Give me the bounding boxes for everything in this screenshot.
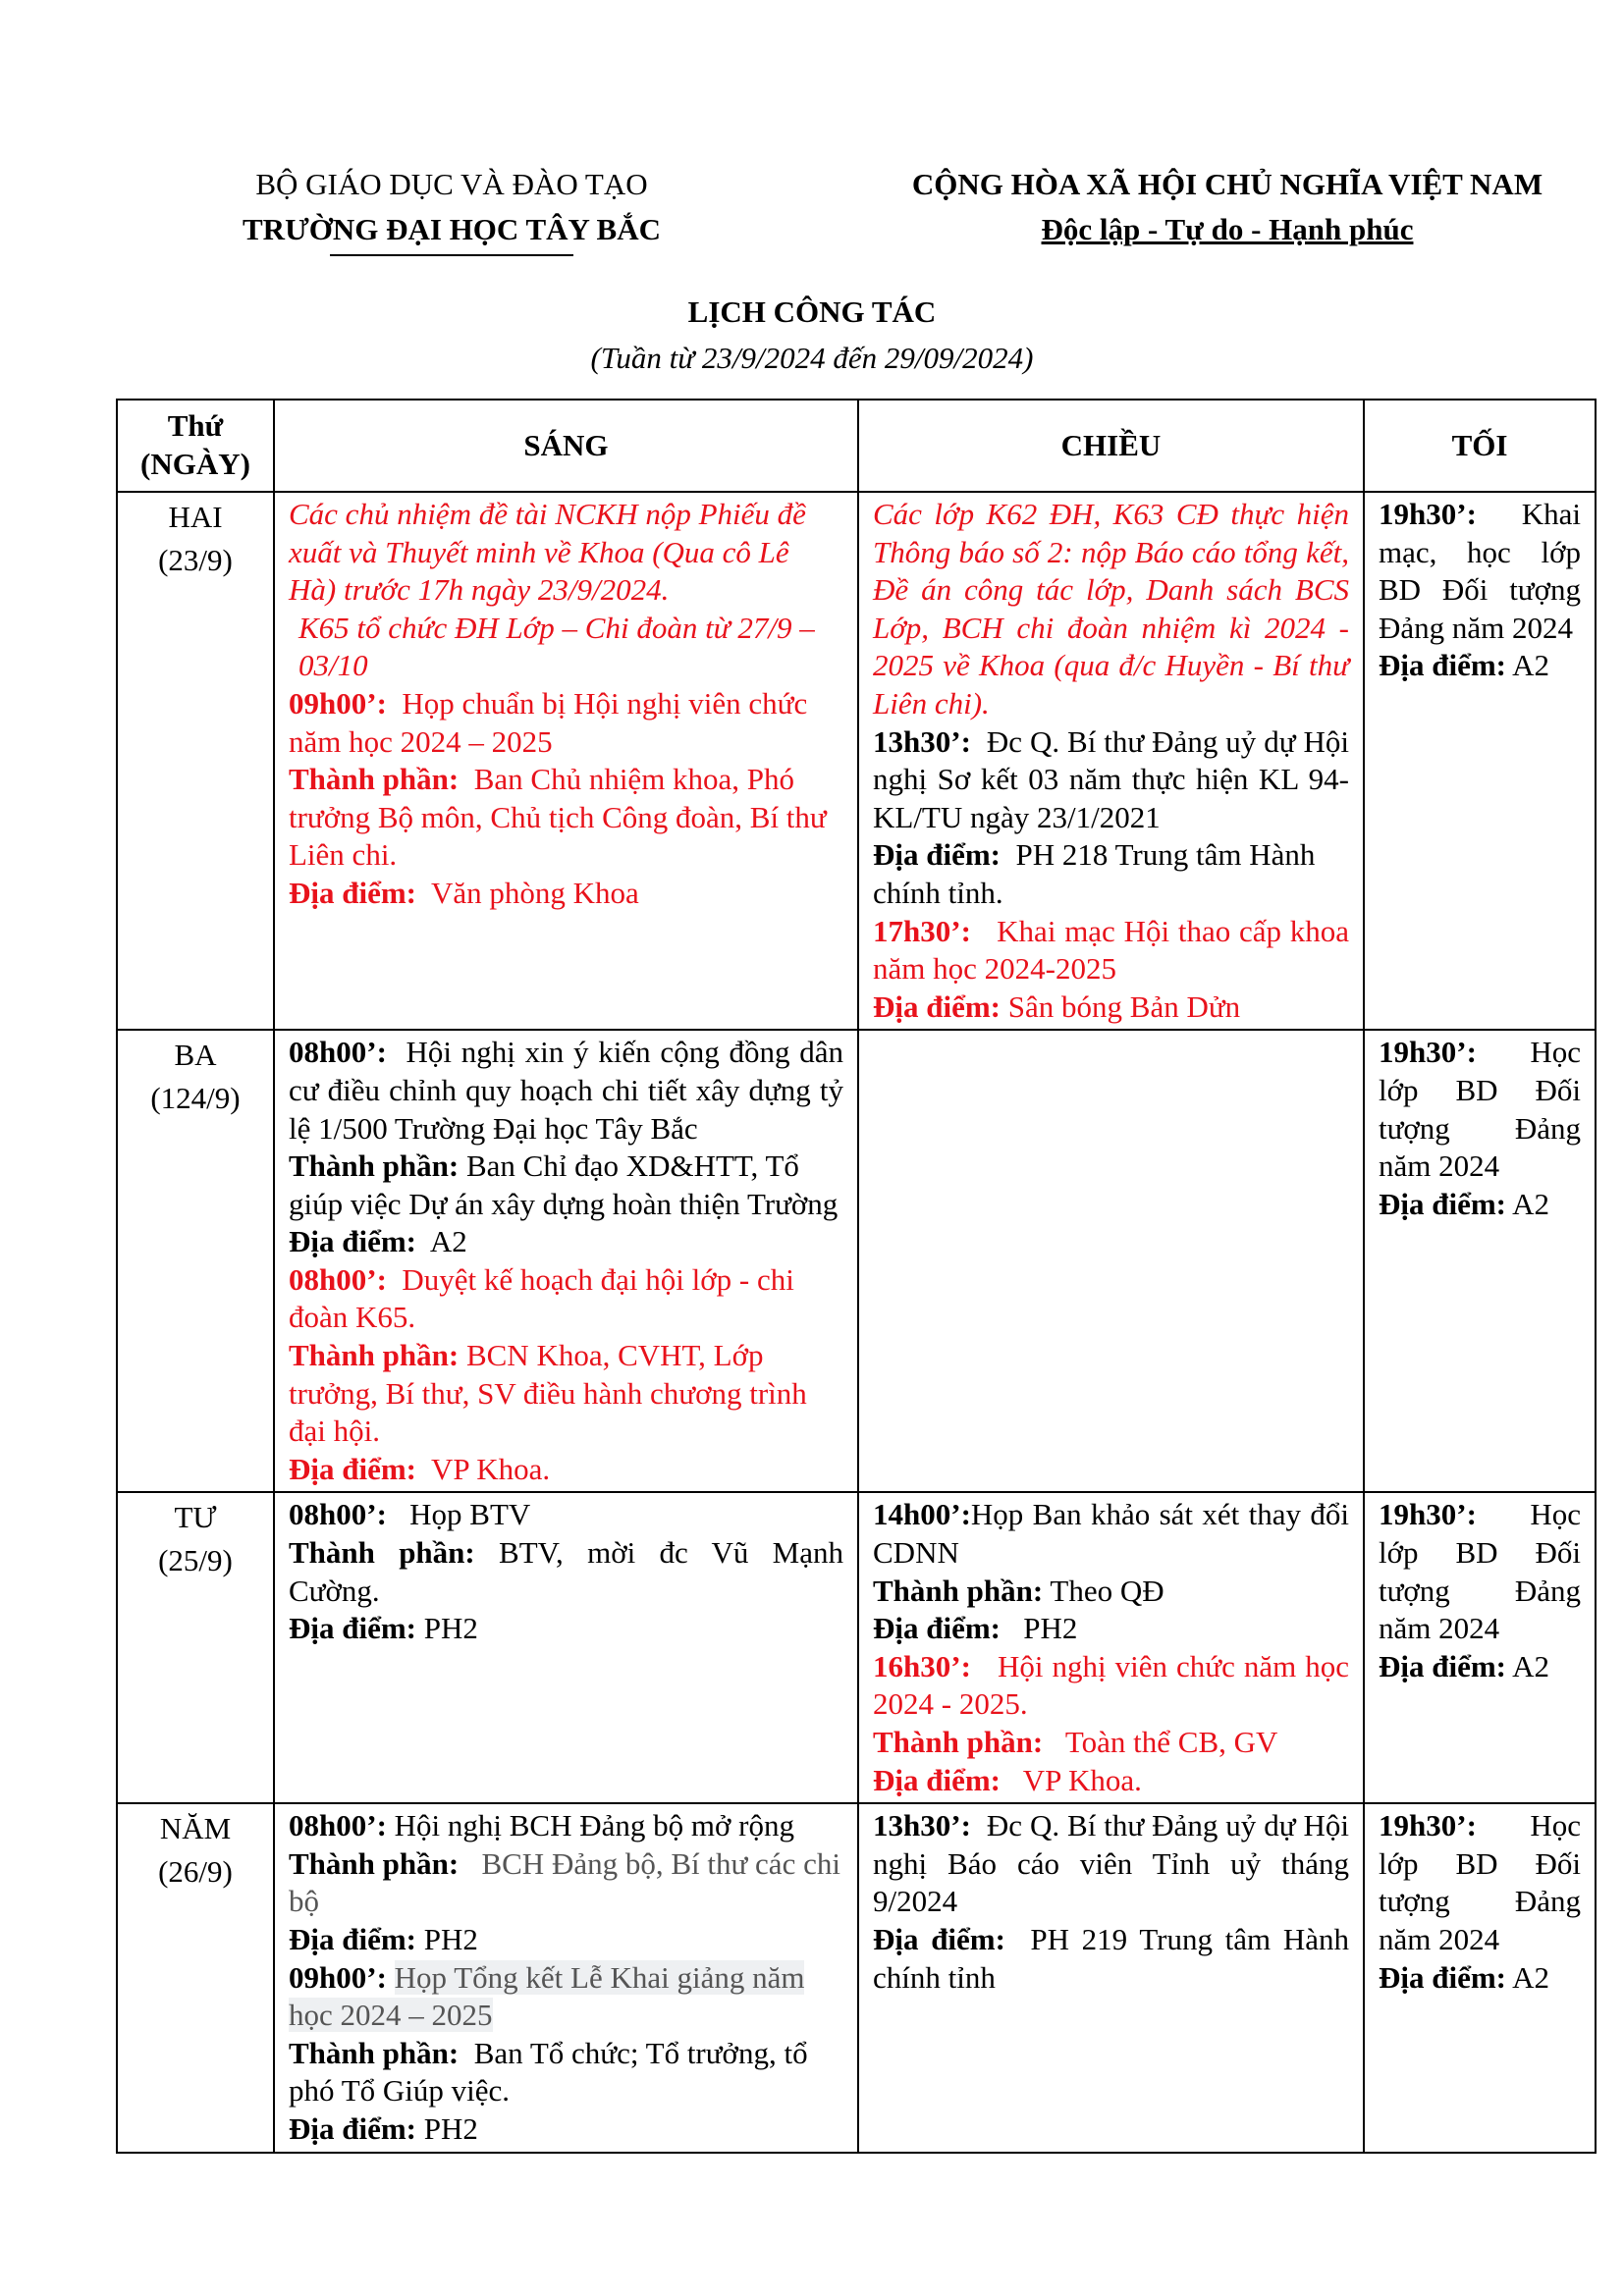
ministry-name: BỘ GIÁO DỤC VÀ ĐÀO TẠO bbox=[255, 167, 648, 201]
table-row bbox=[117, 1030, 1596, 1492]
place-label: Địa điểm: bbox=[873, 1921, 1005, 1956]
day-header-line2: (NGÀY) bbox=[140, 447, 250, 481]
table-row bbox=[117, 492, 1596, 1030]
event-time: 08h00’: bbox=[289, 1035, 387, 1070]
event-title: Họp Ban khảo sát xét thay đổi CDNN bbox=[873, 1497, 1349, 1571]
place-label: Địa điểm: bbox=[289, 875, 417, 910]
place-label: Địa điểm: bbox=[1379, 1959, 1507, 1995]
event-members: BTV, mời đc Vũ Mạnh Cường. bbox=[289, 1535, 843, 1608]
morning-column-header: SÁNG bbox=[274, 400, 858, 492]
event-time: 09h00’: bbox=[289, 685, 387, 721]
place-label: Địa điểm: bbox=[1379, 1186, 1507, 1221]
event-members: Theo QĐ bbox=[1050, 1573, 1164, 1608]
day-name: BA bbox=[174, 1038, 217, 1073]
evening-cell bbox=[1364, 1803, 1596, 2152]
event-members: BCN Khoa, CVHT, Lớp trưởng, Bí thư, SV điều hành chương trình đại hội. bbox=[289, 1338, 807, 1449]
event-members: Ban Chỉ đạo XD&HTT, Tổ giúp việc Dự án xây dựng hoàn thiện Trường bbox=[289, 1148, 839, 1221]
event-place: A2 bbox=[1512, 648, 1549, 683]
members-label: Thành phần: bbox=[873, 1573, 1044, 1608]
members-label: Thành phần: bbox=[289, 762, 460, 797]
place-label: Địa điểm: bbox=[873, 1762, 1001, 1797]
event-place: PH2 bbox=[1023, 1611, 1078, 1646]
event-title: Họp BTV bbox=[409, 1497, 531, 1532]
republic-name: CỘNG HÒA XÃ HỘI CHỦ NGHĨA VIỆT NAM bbox=[911, 167, 1543, 201]
event-title: Hội nghị BCH Đảng bộ mở rộng bbox=[394, 1808, 794, 1843]
event-place: Văn phòng Khoa bbox=[430, 875, 639, 910]
evening-cell bbox=[1364, 1492, 1596, 1803]
day-date: (26/9) bbox=[158, 1854, 233, 1890]
morning-cell bbox=[274, 1492, 858, 1803]
morning-cell bbox=[274, 492, 858, 1030]
evening-column-header: TỐI bbox=[1364, 400, 1596, 492]
event-time: 19h30’: bbox=[1379, 1808, 1477, 1843]
day-cell bbox=[117, 1030, 274, 1492]
event-place: PH 218 Trung tâm Hành chính tỉnh. bbox=[873, 837, 1316, 910]
table-row bbox=[117, 1492, 1596, 1803]
announcement: K65 tổ chức ĐH Lớp – Chi đoàn từ 27/9 – 03/10 bbox=[298, 610, 815, 683]
evening-cell bbox=[1364, 492, 1596, 1030]
event-place: PH2 bbox=[423, 1921, 478, 1956]
event-place: A2 bbox=[1512, 1186, 1549, 1221]
day-name: TƯ bbox=[174, 1500, 217, 1535]
event-time: 08h00’: bbox=[289, 1808, 387, 1843]
members-label: Thành phần: bbox=[873, 1725, 1044, 1759]
place-label: Địa điểm: bbox=[873, 837, 1001, 873]
event-title: Họp Tổng kết Lễ Khai giảng năm học 2024 – 2025 bbox=[289, 1959, 805, 2033]
university-name: TRƯỜNG ĐẠI HỌC TÂY BẮC bbox=[243, 212, 661, 246]
morning-cell bbox=[274, 1030, 858, 1492]
event-members: Ban Chủ nhiệm khoa, Phó trưởng Bộ môn, Chủ tịch Công đoàn, Bí thư Liên chi. bbox=[289, 762, 827, 873]
place-label: Địa điểm: bbox=[1379, 1648, 1507, 1683]
event-title: Học lớp BD Đối tượng Đảng năm 2024 bbox=[1379, 1808, 1581, 1956]
event-title: Học lớp BD Đối tượng Đảng năm 2024 bbox=[1379, 1035, 1581, 1184]
place-label: Địa điểm: bbox=[289, 1921, 417, 1956]
announcement: Các lớp K62 ĐH, K63 CĐ thực hiện Thông báo số 2: nộp Báo cáo tổng kết, Đề án công tác lớp, Danh sách BCS Lớp, BCH chi đoàn nhiệm kì 2024 - 2025 về Khoa (qua đ/c Huyền - Bí thư Liên chi). bbox=[873, 497, 1349, 721]
national-motto: Độc lập - Tự do - Hạnh phúc bbox=[1041, 212, 1414, 246]
day-column-header bbox=[117, 400, 274, 492]
event-time: 13h30’: bbox=[873, 1808, 971, 1843]
event-place: VP Khoa. bbox=[430, 1451, 551, 1486]
event-title: Khai mạc Hội thao cấp khoa năm học 2024-2025 bbox=[873, 913, 1350, 987]
members-label: Thành phần: bbox=[289, 1535, 475, 1571]
event-title: Hội nghị viên chức năm học 2024 - 2025. bbox=[873, 1648, 1350, 1722]
event-time: 17h30’: bbox=[873, 913, 971, 948]
day-date: (124/9) bbox=[150, 1081, 241, 1116]
event-title: Đc Q. Bí thư Đảng uỷ dự Hội nghị Sơ kết 03 năm thực hiện KL 94-KL/TU ngày 23/1/2021 bbox=[873, 723, 1350, 834]
members-label: Thành phần: bbox=[289, 1148, 460, 1184]
event-title: Khai mạc, học lớp BD Đối tượng Đảng năm 2024 bbox=[1379, 497, 1581, 645]
issuer-block bbox=[216, 162, 687, 256]
event-time: 09h00’: bbox=[289, 1959, 387, 1995]
event-place: PH 219 Trung tâm Hành chính tỉnh bbox=[873, 1921, 1350, 1995]
event-members: Ban Tổ chức; Tổ trưởng, tổ phó Tổ Giúp việc. bbox=[289, 2035, 808, 2109]
event-time: 19h30’: bbox=[1379, 497, 1477, 531]
event-title: Đc Q. Bí thư Đảng uỷ dự Hội nghị Báo cáo viên Tỉnh uỷ tháng 9/2024 bbox=[873, 1808, 1350, 1919]
event-time: 08h00’: bbox=[289, 1261, 387, 1297]
place-label: Địa điểm: bbox=[289, 1611, 417, 1646]
afternoon-cell bbox=[858, 1030, 1364, 1492]
issuer-underline bbox=[330, 254, 573, 256]
document-subtitle: (Tuần từ 23/9/2024 đến 29/09/2024) bbox=[590, 341, 1034, 375]
members-label: Thành phần: bbox=[289, 1338, 460, 1373]
document-title: LỊCH CÔNG TÁC bbox=[687, 294, 937, 329]
afternoon-column-header: CHIỀU bbox=[858, 400, 1364, 492]
event-place: A2 bbox=[1512, 1648, 1549, 1683]
table-row bbox=[117, 1803, 1596, 2152]
place-label: Địa điểm: bbox=[289, 2110, 417, 2146]
place-label: Địa điểm: bbox=[289, 1451, 417, 1486]
place-label: Địa điểm: bbox=[873, 988, 1001, 1024]
announcement: Các chủ nhiệm đề tài NCKH nộp Phiếu đề xuất và Thuyết minh về Khoa (Qua cô Lê Hà) trước 17h ngày 23/9/2024. bbox=[289, 497, 806, 608]
event-title: Họp chuẩn bị Hội nghị viên chức năm học 2024 – 2025 bbox=[289, 685, 808, 759]
afternoon-cell bbox=[858, 1803, 1364, 2152]
day-cell bbox=[117, 1492, 274, 1803]
evening-cell bbox=[1364, 1030, 1596, 1492]
event-time: 19h30’: bbox=[1379, 1035, 1477, 1070]
place-label: Địa điểm: bbox=[289, 1224, 417, 1259]
event-time: 19h30’: bbox=[1379, 1497, 1477, 1532]
event-place: PH2 bbox=[423, 1611, 478, 1646]
day-name: NĂM bbox=[159, 1811, 232, 1846]
afternoon-cell bbox=[858, 1492, 1364, 1803]
schedule-table bbox=[116, 399, 1597, 2154]
event-title: Duyệt kế hoạch đại hội lớp - chi đoàn K65. bbox=[289, 1261, 794, 1335]
afternoon-cell bbox=[858, 492, 1364, 1030]
day-header-line1: Thứ bbox=[167, 408, 224, 444]
day-date: (23/9) bbox=[158, 543, 233, 577]
event-title: Hội nghị xin ý kiến cộng đồng dân cư điều chỉnh quy hoạch chi tiết xây dựng tỷ lệ 1/500 Trường Đại học Tây Bắc bbox=[289, 1035, 844, 1146]
members-label: Thành phần: bbox=[289, 1845, 460, 1881]
event-place: PH2 bbox=[423, 2110, 478, 2146]
event-place: A2 bbox=[429, 1224, 467, 1259]
event-place: Sân bóng Bản Dửn bbox=[1007, 988, 1241, 1024]
national-header bbox=[869, 162, 1586, 252]
day-name: HAI bbox=[168, 500, 223, 534]
event-time: 08h00’: bbox=[289, 1497, 387, 1532]
event-time: 13h30’: bbox=[873, 723, 971, 759]
event-title: Học lớp BD Đối tượng Đảng năm 2024 bbox=[1379, 1497, 1581, 1646]
members-label: Thành phần: bbox=[289, 2035, 460, 2070]
table-header-row bbox=[117, 400, 1596, 492]
event-members: BCH Đảng bộ, Bí thư các chi bộ bbox=[289, 1845, 840, 1919]
event-place: A2 bbox=[1512, 1959, 1549, 1995]
day-cell bbox=[117, 492, 274, 1030]
morning-cell bbox=[274, 1803, 858, 2152]
place-label: Địa điểm: bbox=[1379, 648, 1507, 683]
event-time: 16h30’: bbox=[873, 1648, 971, 1683]
place-label: Địa điểm: bbox=[873, 1611, 1001, 1646]
event-members: Toàn thể CB, GV bbox=[1064, 1725, 1278, 1759]
event-time: 14h00’: bbox=[873, 1497, 971, 1532]
event-place: VP Khoa. bbox=[1022, 1762, 1142, 1797]
day-date: (25/9) bbox=[158, 1543, 233, 1578]
day-cell bbox=[117, 1803, 274, 2152]
